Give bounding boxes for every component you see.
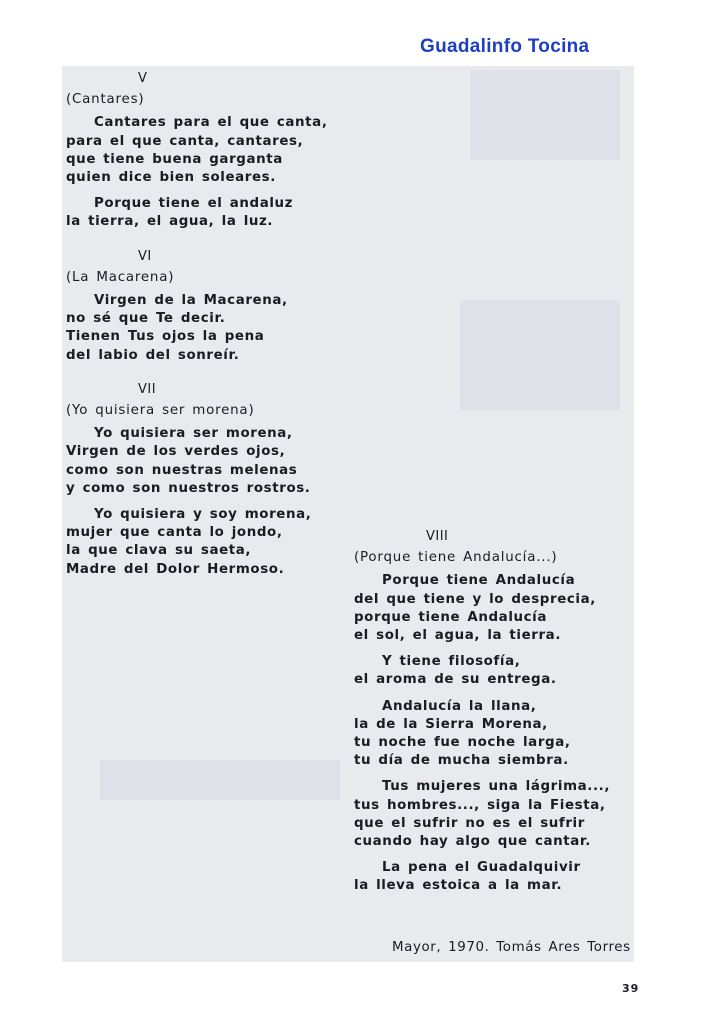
verse-line: Cantares para el que canta, xyxy=(94,115,328,131)
poem-right-column xyxy=(354,528,610,896)
verse-line: para el que canta, cantares, xyxy=(66,133,304,149)
verse-line: no sé que Te decir. xyxy=(66,311,226,327)
verse-line: porque tiene Andalucía xyxy=(354,609,548,625)
verse-line: y como son nuestros rostros. xyxy=(66,480,311,496)
site-title: Guadalinfo Tocina xyxy=(420,36,590,57)
verse-line: como son nuestras melenas xyxy=(66,462,298,478)
section-number: VIII xyxy=(426,529,449,544)
section-number: VII xyxy=(138,381,157,397)
verse-line: mujer que canta lo jondo, xyxy=(66,525,283,541)
section-subtitle: (La Macarena) xyxy=(66,269,175,285)
verse-line: Virgen de los verdes ojos, xyxy=(66,444,286,460)
page-bottom-margin xyxy=(0,990,728,1029)
verse-line: quien dice bien soleares. xyxy=(66,170,276,186)
section-subtitle: (Cantares) xyxy=(66,92,145,108)
verse-line: que tiene buena garganta xyxy=(66,151,283,167)
section-subtitle: (Yo quisiera ser morena) xyxy=(66,403,255,419)
bleed-through-shade xyxy=(470,70,620,160)
section-subtitle: (Porque tiene Andalucía...) xyxy=(354,550,558,566)
verse-line: la que clava su saeta, xyxy=(66,543,252,559)
verse-line: del que tiene y lo desprecia, xyxy=(354,591,596,607)
verse-line: la lleva estoica a la mar. xyxy=(354,878,563,894)
verse-line: Tus mujeres una lágrima..., xyxy=(382,779,611,795)
verse-line: la tierra, el agua, la luz. xyxy=(66,214,274,230)
verse-line: el aroma de su entrega. xyxy=(354,672,557,688)
verse-line: tus hombres..., siga la Fiesta, xyxy=(354,797,606,813)
poem-left-column xyxy=(66,70,328,579)
verse-line: Virgen de la Macarena, xyxy=(94,293,288,309)
verse-line: Porque tiene el andaluz xyxy=(94,196,294,212)
poem-signature: Mayor, 1970. Tomás Ares Torres xyxy=(392,940,631,955)
bleed-through-shade xyxy=(100,760,340,800)
verse-line: Yo quisiera y soy morena, xyxy=(94,507,312,523)
verse-line: del labio del sonreír. xyxy=(66,347,240,363)
verse-line: el sol, el agua, la tierra. xyxy=(354,628,562,644)
verse-line: la de la Sierra Morena, xyxy=(354,716,548,732)
verse-line: Yo quisiera ser morena, xyxy=(94,426,293,442)
verse-line: Porque tiene Andalucía xyxy=(382,573,576,589)
bleed-through-shade xyxy=(460,300,620,410)
page-number: 39 xyxy=(622,982,640,995)
verse-line: tu día de mucha siembra. xyxy=(354,753,569,769)
verse-line: Y tiene filosofía, xyxy=(382,654,521,670)
verse-line: Tienen Tus ojos la pena xyxy=(66,329,265,345)
verse-line: tu noche fue noche larga, xyxy=(354,735,571,751)
verse-line: que el sufrir no es el sufrir xyxy=(354,815,585,831)
section-number: VI xyxy=(138,248,152,264)
verse-line: Madre del Dolor Hermoso. xyxy=(66,561,285,577)
section-number: V xyxy=(138,71,148,86)
verse-line: Andalucía la llana, xyxy=(382,698,537,714)
verse-line: La pena el Guadalquivir xyxy=(382,860,581,876)
verse-line: cuando hay algo que cantar. xyxy=(354,834,591,850)
